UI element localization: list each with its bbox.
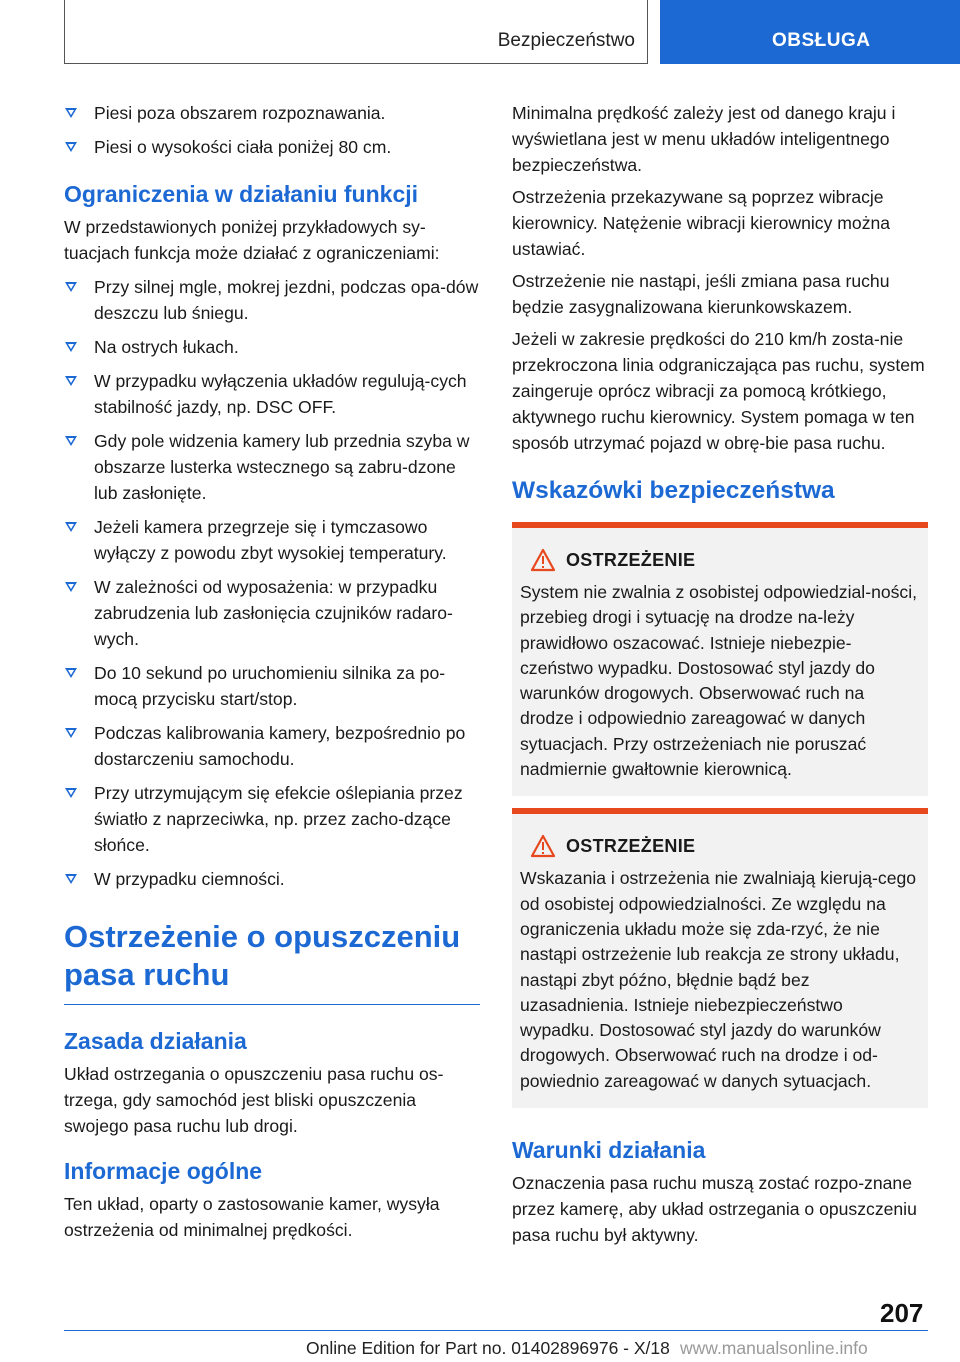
footer-divider <box>64 1330 928 1331</box>
principle-heading: Zasada działania <box>64 1028 247 1054</box>
triangle-bullet-icon <box>65 342 77 352</box>
triangle-bullet-icon <box>65 436 77 446</box>
general-heading: Informacje ogólne <box>64 1158 263 1184</box>
warning-text: Wskazania i ostrzeżenia nie zwalniają kierują-cego od osobistej odpowiedzialności. Ze względu na ograniczenia układu może się zda-rzyć, że nie nastąpi ostrzeżenie lub reakcja ze strony układu, nastąpi zbyt późno, błędnie bądź bez uzasadnienia. Istnieje niebezpieczeństwo wypadku. Dostosować styl jazdy do warunków drogowych. Obserwować ruch na drodze i od-powiednio zareagować w danych sytuacjach. <box>520 868 917 1091</box>
list-item: Przy utrzymującym się efekcie oślepiania przez światło z naprzeciwka, np. przez zacho-dzące słońce. <box>64 780 480 858</box>
list-item: Piesi poza obszarem rozpoznawania. <box>64 100 480 126</box>
chapter-tab-label: OBSŁUGA <box>772 30 871 51</box>
right-column <box>512 100 928 1254</box>
warning-box <box>512 808 928 1108</box>
conditions-text: Oznaczenia pasa ruchu muszą zostać rozpo-znane przez kamerę, aby układ ostrzegania o opuszczeniu pasa ruchu był aktywny. <box>512 1173 917 1246</box>
paragraph: Ostrzeżenia przekazywane są poprzez wibracje kierownicy. Natężenie wibracji kierownicy można ustawiać. <box>512 187 891 259</box>
conditions-heading: Warunki działania <box>512 1137 706 1164</box>
triangle-bullet-icon <box>65 108 77 118</box>
triangle-bullet-icon <box>65 728 77 738</box>
list-item: Do 10 sekund po uruchomieniu silnika za po-mocą przycisku start/stop. <box>64 660 480 712</box>
list-item: Piesi o wysokości ciała poniżej 80 cm. <box>64 134 480 160</box>
warning-triangle-icon <box>530 548 556 572</box>
section-title: Bezpieczeństwo <box>497 30 635 51</box>
general-text: Ten układ, oparty o zastosowanie kamer, wysyła ostrzeżenia od minimalnej prędkości. <box>64 1194 440 1240</box>
list-item: Przy silnej mgle, mokrej jezdni, podczas opa-dów deszczu lub śniegu. <box>64 274 480 326</box>
chapter-title: Ostrzeżenie o opuszczeniu pasa ruchu <box>64 918 480 1005</box>
paragraph: Minimalna prędkość zależy jest od danego kraju i wyświetlana jest w menu układów inteligentnego bezpieczeństwa. <box>512 103 896 175</box>
triangle-bullet-icon <box>65 142 77 152</box>
page-number: 207 <box>880 1298 924 1328</box>
list-item: Jeżeli kamera przegrzeje się i tymczasowo wyłączy z powodu zbyt wysokiej temperatury. <box>64 514 480 566</box>
warning-text: System nie zwalnia z osobistej odpowiedzial-ności, przebieg drogi i sytuację na drodze na-leży prawidłowo oszacować. Istnieje niebezpie-czeństwo wypadku. Dostosować styl jazdy do warunków drogowych. Obserwować ruch na drodze i odpowiednio zareagować w danych sytuacjach. Przy ostrzeżeniach nie poruszać nadmiernie gwałtownie kierownicą. <box>520 582 918 780</box>
list-item: W przypadku ciemności. <box>64 866 480 892</box>
chapter-tab <box>660 0 960 64</box>
triangle-bullet-icon <box>65 582 77 592</box>
left-column <box>64 100 480 1249</box>
warning-box <box>512 522 928 796</box>
list-item: W zależności od wyposażenia: w przypadku zabrudzenia lub zasłonięcia czujników radaro-wych. <box>64 574 480 652</box>
limits-intro: W przedstawionych poniżej przykładowych sy-tuacjach funkcja może działać z ograniczeniami: <box>64 217 440 263</box>
list-item: W przypadku wyłączenia układów regulują-cych stabilność jazdy, np. DSC OFF. <box>64 368 480 420</box>
warning-title: OSTRZEŻENIE <box>566 550 696 570</box>
warning-title: OSTRZEŻENIE <box>566 836 696 857</box>
principle-text: Układ ostrzegania o opuszczeniu pasa ruchu os-trzega, gdy samochód jest bliski opuszczenia swojego pasa ruchu lub drogi. <box>64 1064 444 1136</box>
paragraph: Jeżeli w zakresie prędkości do 210 km/h zosta-nie przekroczona linia odgraniczająca pas ruchu, system zaingeruje oprócz wibracji za pomocą krótkiego, aktywnego ruchu kierownicy. System pomaga w ten sposób utrzymać pojazd w obrę-bie pasa ruchu. <box>512 329 925 453</box>
triangle-bullet-icon <box>65 522 77 532</box>
warning-triangle-icon <box>530 834 556 858</box>
footer-edition: Online Edition for Part no. 01402896976 - X/18 <box>306 1338 670 1358</box>
list-item: Gdy pole widzenia kamery lub przednia szyba w obszarze lusterka wstecznego są zabru-dzone lub zasłonięte. <box>64 428 480 506</box>
triangle-bullet-icon <box>65 376 77 386</box>
triangle-bullet-icon <box>65 282 77 292</box>
triangle-bullet-icon <box>65 874 77 884</box>
triangle-bullet-icon <box>65 668 77 678</box>
footer-watermark: www.manualsonline.info <box>680 1338 868 1358</box>
list-item: Podczas kalibrowania kamery, bezpośrednio po dostarczeniu samochodu. <box>64 720 480 772</box>
paragraph: Ostrzeżenie nie nastąpi, jeśli zmiana pasa ruchu będzie zasygnalizowana kierunkowskazem. <box>512 271 890 317</box>
header-section-box <box>64 0 648 64</box>
safety-heading: Wskazówki bezpieczeństwa <box>512 477 835 504</box>
triangle-bullet-icon <box>65 788 77 798</box>
list-item: Na ostrych łukach. <box>64 334 480 360</box>
limits-heading: Ograniczenia w działaniu funkcji <box>64 181 419 207</box>
